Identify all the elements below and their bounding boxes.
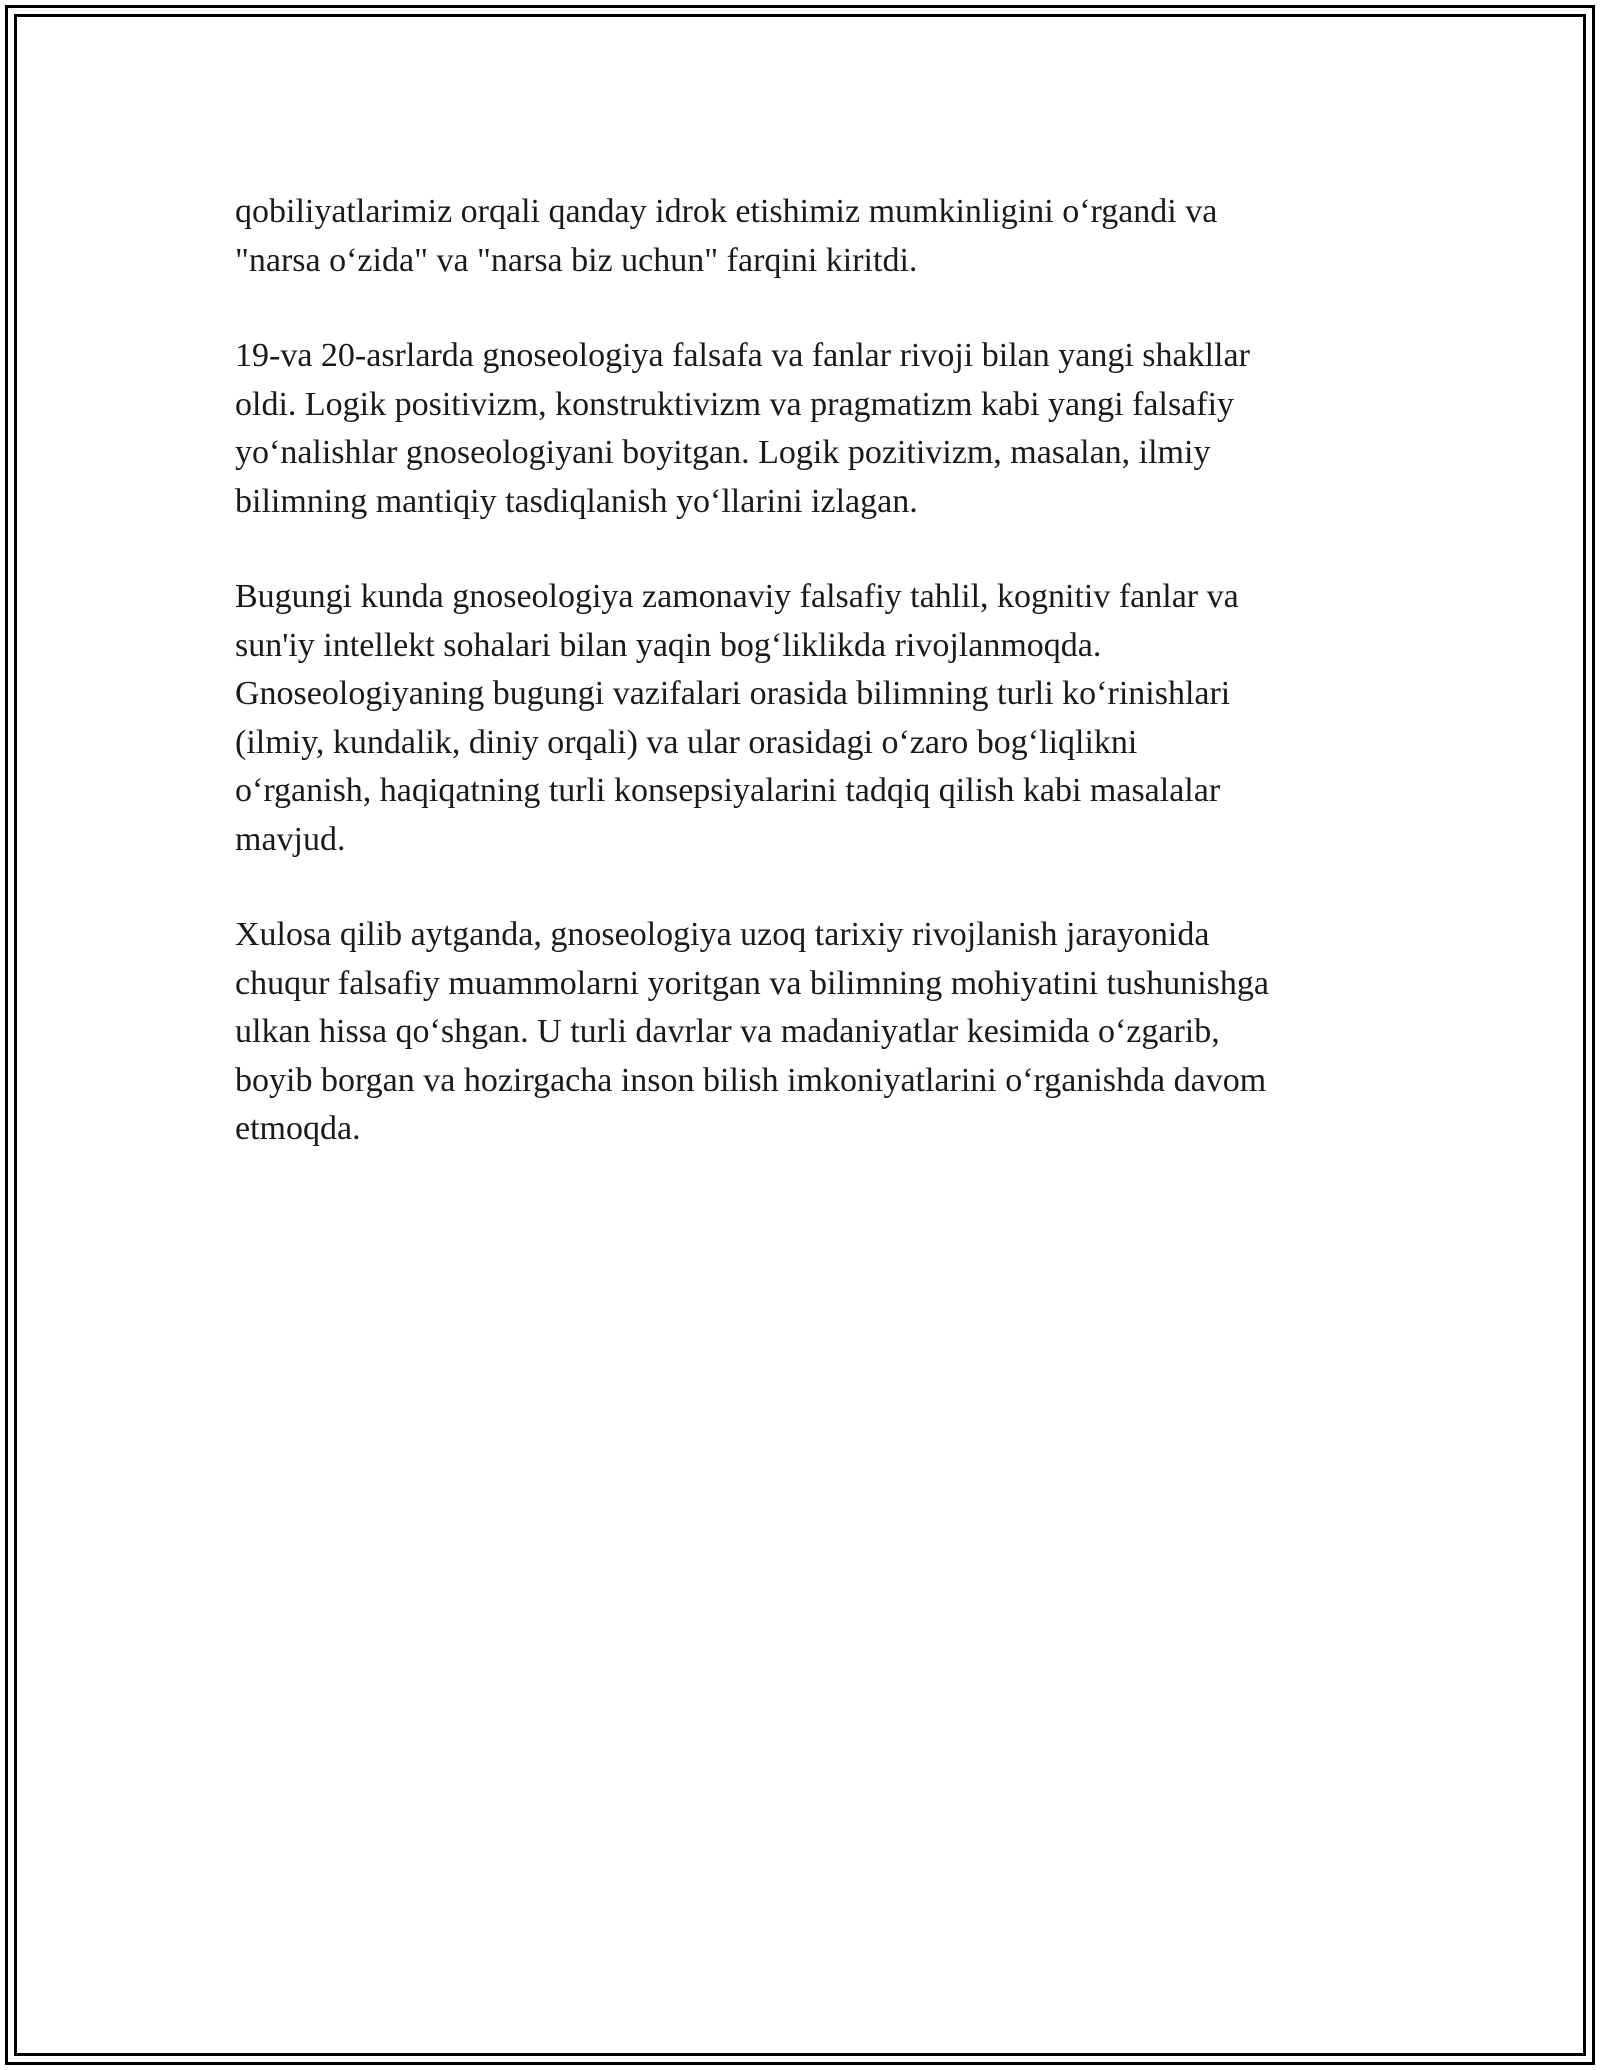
text-line: Xulosa qilib aytganda, gnoseologiya uzoq tarixiy rivojlanish jarayonida bbox=[235, 916, 1210, 953]
text-line: o‘rganish, haqiqatning turli konsepsiyalarini tadqiq qilish kabi masalalar bbox=[235, 772, 1221, 809]
paragraph-2 bbox=[235, 332, 1360, 526]
text-line: "narsa o‘zida" va "narsa biz uchun" farqini kiritdi. bbox=[235, 241, 918, 279]
paragraph-1 bbox=[235, 188, 1360, 285]
paragraph-4 bbox=[235, 911, 1360, 1154]
text-line: mavjud. bbox=[235, 820, 346, 858]
text-line: (ilmiy, kundalik, diniy orqali) va ular orasidagi o‘zaro bog‘liqlikni bbox=[235, 723, 1138, 761]
document-body bbox=[235, 188, 1360, 1201]
text-line: bilimning mantiqiy tasdiqlanish yo‘llarini izlagan. bbox=[235, 482, 918, 520]
text-line: chuqur falsafiy muammolarni yoritgan va bilimning mohiyatini tushunishga bbox=[235, 964, 1269, 1002]
text-line: sun'iy intellekt sohalari bilan yaqin bog‘liklikda rivojlanmoqda. bbox=[235, 626, 1102, 664]
text-line: Gnoseologiyaning bugungi vazifalari orasida bilimning turli ko‘rinishlari bbox=[235, 675, 1231, 712]
text-line: etmoqda. bbox=[235, 1110, 361, 1147]
text-line: qobiliyatlarimiz orqali qanday idrok etishimiz mumkinligini o‘rgandi va bbox=[235, 193, 1218, 230]
paragraph-3 bbox=[235, 573, 1360, 864]
text-line: Bugungi kunda gnoseologiya zamonaviy falsafiy tahlil, kognitiv fanlar va bbox=[235, 578, 1239, 615]
text-line: boyib borgan va hozirgacha inson bilish imkoniyatlarini o‘rganishda davom bbox=[235, 1061, 1267, 1099]
text-line: yo‘nalishlar gnoseologiyani boyitgan. Logik pozitivizm, masalan, ilmiy bbox=[235, 434, 1211, 471]
text-line: oldi. Logik positivizm, konstruktivizm va pragmatizm kabi yangi falsafiy bbox=[235, 385, 1235, 423]
text-line: 19-va 20-asrlarda gnoseologiya falsafa va fanlar rivoji bilan yangi shakllar bbox=[235, 337, 1250, 374]
text-line: ulkan hissa qo‘shgan. U turli davrlar va madaniyatlar kesimida o‘zgarib, bbox=[235, 1013, 1220, 1050]
